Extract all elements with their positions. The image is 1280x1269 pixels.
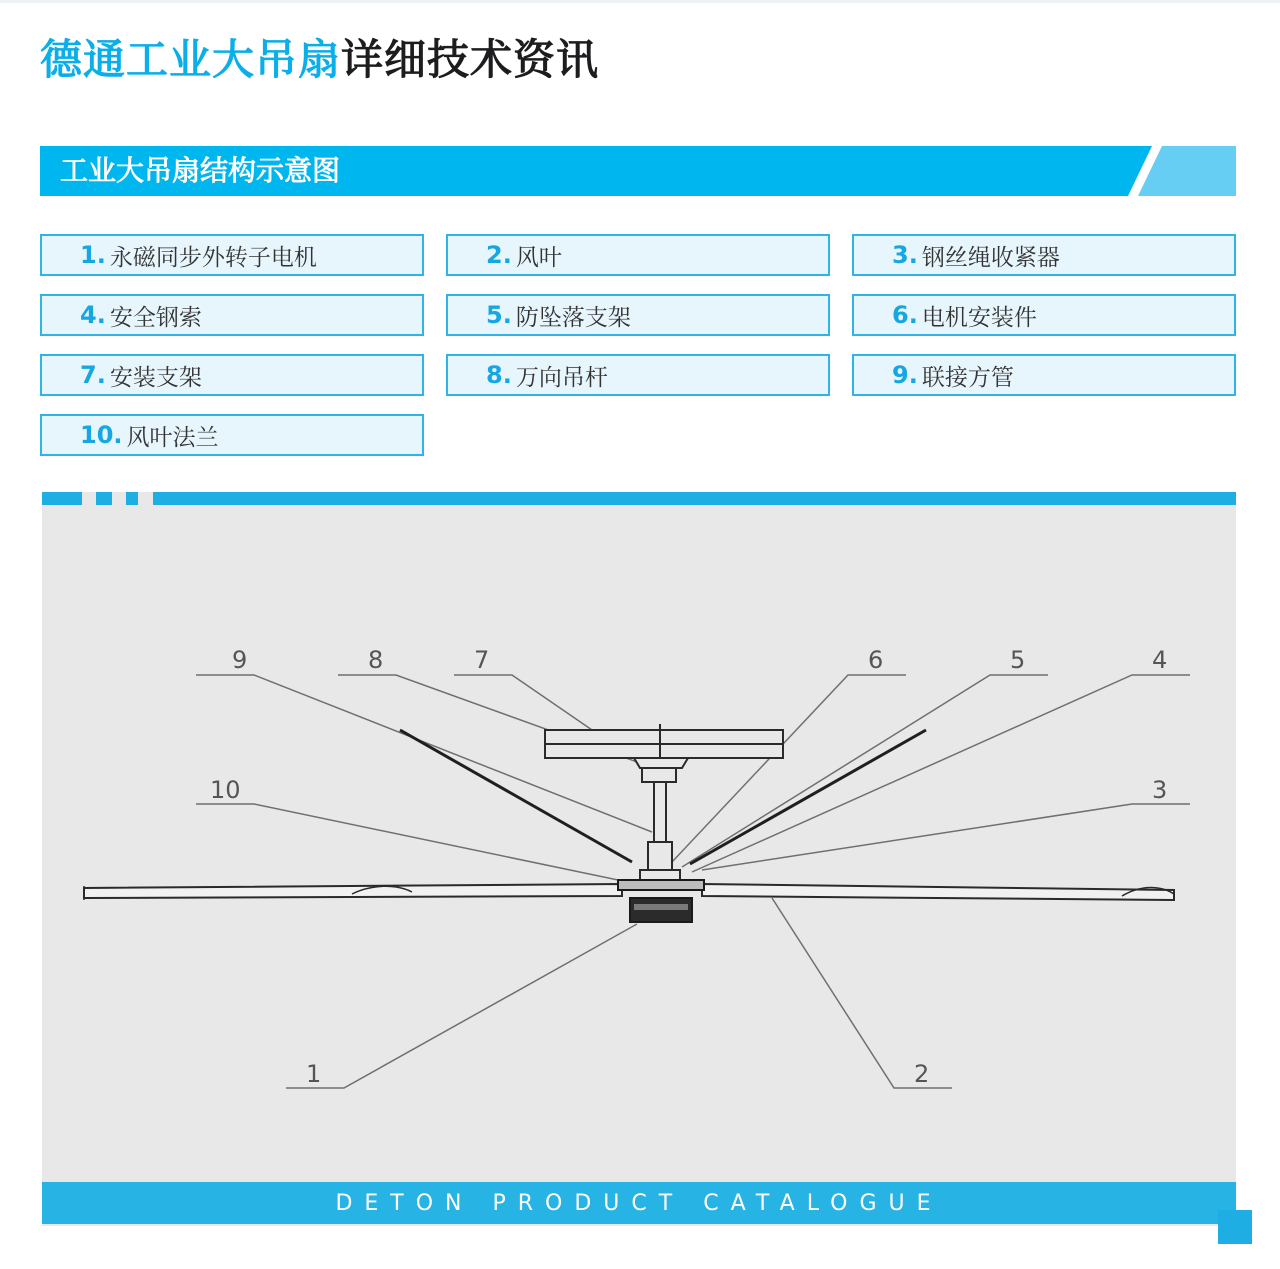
callout-3: 3 <box>1152 776 1168 804</box>
part-number: 6. <box>892 301 918 329</box>
page-title-subject: 详细技术资讯 <box>341 35 600 84</box>
part-label: 防坠落支架 <box>515 304 631 331</box>
callout-7: 7 <box>474 646 490 674</box>
part-number: 4. <box>80 301 106 329</box>
part-number: 7. <box>80 361 106 389</box>
part-label: 安装支架 <box>109 364 202 391</box>
part-item-safety-cable <box>40 294 424 336</box>
callout-5: 5 <box>1010 646 1026 674</box>
part-number: 5. <box>486 301 512 329</box>
callout-6: 6 <box>868 646 884 674</box>
top-rule <box>0 0 1280 3</box>
part-label: 安全钢索 <box>109 304 202 331</box>
callout-9: 9 <box>232 646 248 674</box>
part-item-blade <box>446 234 830 276</box>
part-item-wire-tensioner <box>852 234 1236 276</box>
part-number: 3. <box>892 241 918 269</box>
section-header-bar <box>40 146 1236 196</box>
footer-catalogue-text: DETON PRODUCT CATALOGUE <box>335 1190 943 1216</box>
part-label: 风叶法兰 <box>126 424 219 451</box>
part-number: 9. <box>892 361 918 389</box>
callout-1: 1 <box>306 1060 322 1088</box>
part-number: 10. <box>80 421 123 449</box>
part-number: 8. <box>486 361 512 389</box>
part-item-motor-mount <box>852 294 1236 336</box>
part-label: 万向吊杆 <box>515 364 608 391</box>
part-item-square-tube <box>852 354 1236 396</box>
callout-10: 10 <box>210 776 241 804</box>
diagram-panel <box>42 492 1236 1226</box>
diagram-top-bar <box>42 492 1236 505</box>
callout-2: 2 <box>914 1060 930 1088</box>
page-title-brand: 德通工业大吊扇 <box>40 35 342 84</box>
section-title: 工业大吊扇结构示意图 <box>60 154 341 187</box>
page-title <box>40 30 599 90</box>
part-item-mounting-bracket <box>40 354 424 396</box>
part-label: 电机安装件 <box>921 304 1037 331</box>
part-item-anti-fall-bracket <box>446 294 830 336</box>
part-item-blade-flange <box>40 414 424 456</box>
part-number: 1. <box>80 241 106 269</box>
part-item-universal-rod <box>446 354 830 396</box>
fan-structure-diagram <box>42 492 1236 1226</box>
callout-8: 8 <box>368 646 384 674</box>
corner-square <box>1218 1210 1252 1244</box>
part-number: 2. <box>486 241 512 269</box>
part-item-motor <box>40 234 424 276</box>
callout-4: 4 <box>1152 646 1168 674</box>
part-label: 钢丝绳收紧器 <box>921 244 1060 271</box>
part-label: 联接方管 <box>921 364 1014 391</box>
footer-band <box>42 1182 1236 1224</box>
part-label: 永磁同步外转子电机 <box>109 244 317 271</box>
part-label: 风叶 <box>515 244 562 271</box>
